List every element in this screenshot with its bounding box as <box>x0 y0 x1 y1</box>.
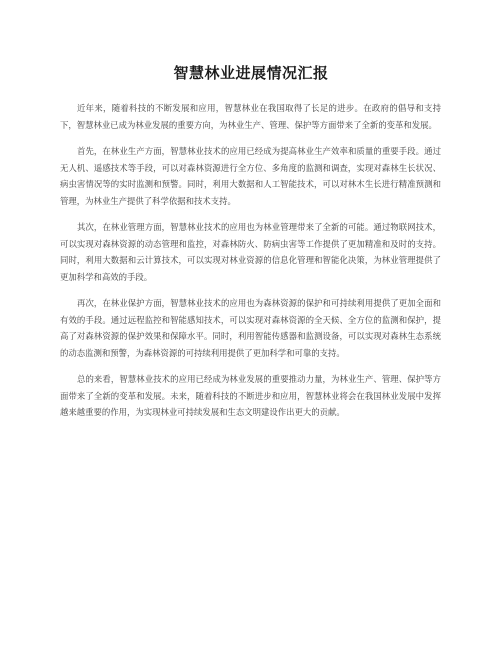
document-body <box>60 100 441 431</box>
paragraph-intro: 近年来，随着科技的不断发展和应用，智慧林业在我国取得了长足的进步。在政府的倡导和支持下，智慧林业已成为林业发展的重要方向，为林业生产、管理、保护等方面带来了全新的变革和发展。 <box>60 103 441 130</box>
paragraph-protection: 再次，在林业保护方面，智慧林业技术的应用也为森林资源的保护和可持续利用提供了更加全面和有效的手段。通过远程监控和智能感知技术，可以实现对森林资源的全天候、全方位的监测和保护，提高了对森林资源的保护效果和保障水平。同时，利用智能传感器和监测设备，可以实现对森林生态系统的动态监测和预警，为森林资源的可持续利用提供了更加科学和可靠的支持。 <box>60 298 441 358</box>
paragraph-production: 首先，在林业生产方面，智慧林业技术的应用已经成为提高林业生产效率和质量的重要手段。通过无人机、遥感技术等手段，可以对森林资源进行全方位、多角度的监测和调查，实现对森林生长状况、病虫害情况等的实时监测和预警。同时，利用大数据和人工智能技术，可以对林木生长进行精准预测和管理，为林业生产提供了科学依据和技术支持。 <box>60 146 441 206</box>
paragraph-management: 其次，在林业管理方面，智慧林业技术的应用也为林业管理带来了全新的可能。通过物联网技术，可以实现对森林资源的动态管理和监控，对森林防火、防病虫害等工作提供了更加精准和及时的支持。同时，利用大数据和云计算技术，可以实现对林业资源的信息化管理和智能化决策，为林业管理提供了更加科学和高效的手段。 <box>60 222 441 282</box>
document-title: 智慧林业进展情况汇报 <box>173 64 329 82</box>
paragraph-conclusion: 总的来看，智慧林业技术的应用已经成为林业发展的重要推动力量，为林业生产、管理、保护等方面带来了全新的变革和发展。未来，随着科技的不断进步和应用，智慧林业将会在我国林业发展中发挥越来越重要的作用，为实现林业可持续发展和生态文明建设作出更大的贡献。 <box>60 374 441 417</box>
